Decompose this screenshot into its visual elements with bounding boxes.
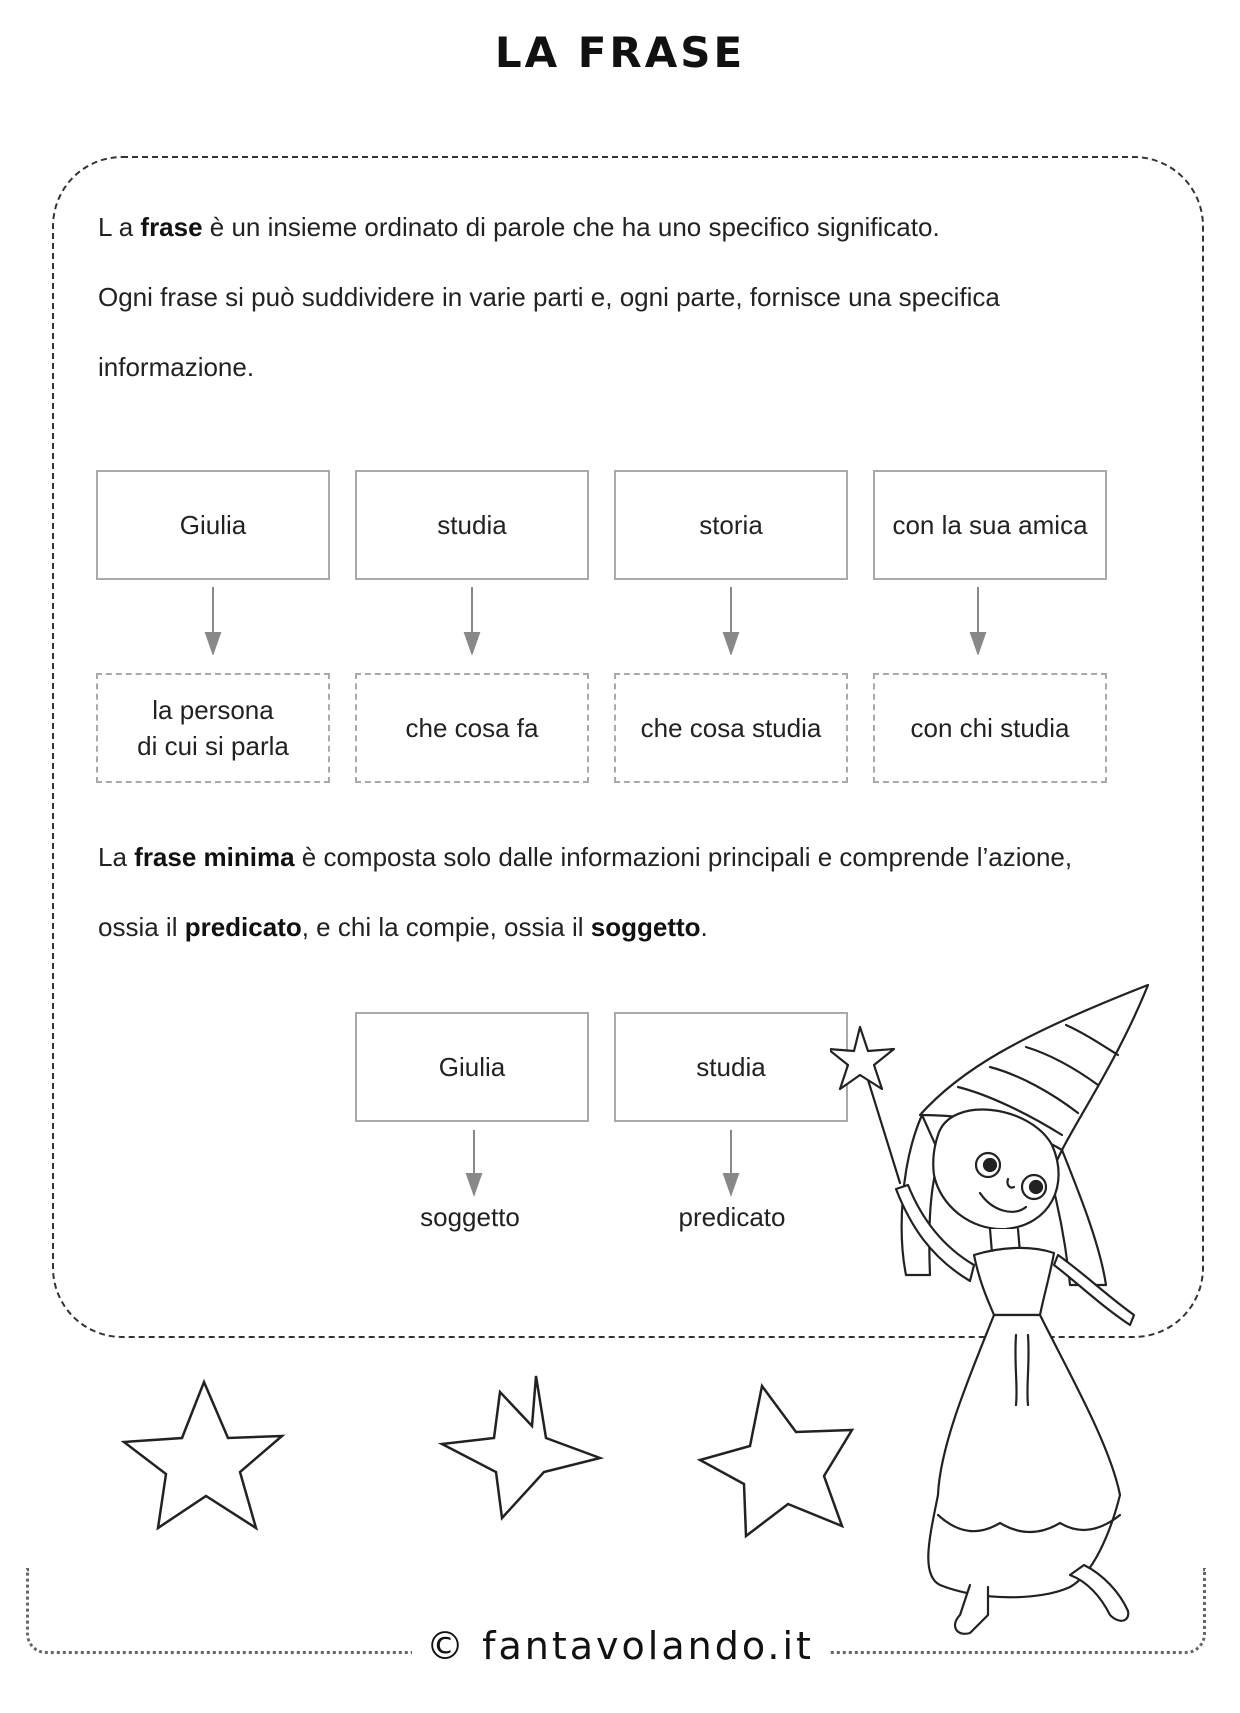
word-box-amica: con la sua amica <box>873 470 1107 580</box>
intro-line-3: informazione. <box>98 352 255 382</box>
minimal-line-2: ossia il predicato, e chi la compie, ossia il soggetto. <box>98 912 708 942</box>
intro-line-1: L a frase è un insieme ordinato di parole che ha uno specifico significato. <box>98 212 940 242</box>
intro-line-2: Ogni frase si può suddividere in varie parti e, ogni parte, fornisce una specifica <box>98 282 1000 312</box>
arrow-down-icon <box>971 587 985 653</box>
fairy-illustration <box>830 975 1230 1655</box>
minimal-box-studia: studia <box>614 1012 848 1122</box>
star-icon <box>428 1368 608 1548</box>
footer <box>0 1624 1240 1668</box>
word-box-storia: storia <box>614 470 848 580</box>
arrow-down-icon <box>724 1130 738 1194</box>
meaning-box-studia: che cosa fa <box>355 673 589 783</box>
footer-credit: © fantavolando.it <box>412 1624 828 1668</box>
minimal-line-1: La frase minima è composta solo dalle informazioni principali e comprende l’azione, <box>98 842 1073 872</box>
meaning-line: la persona <box>152 695 274 725</box>
meaning-line: di cui si parla <box>137 731 289 761</box>
arrow-down-icon <box>724 587 738 653</box>
arrow-down-icon <box>206 587 220 653</box>
word-box-studia: studia <box>355 470 589 580</box>
meaning-box-amica: con chi studia <box>873 673 1107 783</box>
arrows-row-1 <box>0 585 1240 655</box>
star-icon <box>110 1370 290 1550</box>
arrow-down-icon <box>465 587 479 653</box>
role-label-soggetto: soggetto <box>420 1202 520 1232</box>
role-label-predicato: predicato <box>678 1202 786 1232</box>
minimal-box-giulia: Giulia <box>355 1012 589 1122</box>
meaning-box-storia: che cosa studia <box>614 673 848 783</box>
arrow-down-icon <box>467 1130 481 1194</box>
meaning-box-giulia <box>96 673 330 783</box>
word-box-giulia: Giulia <box>96 470 330 580</box>
page-title: LA FRASE <box>494 28 746 77</box>
